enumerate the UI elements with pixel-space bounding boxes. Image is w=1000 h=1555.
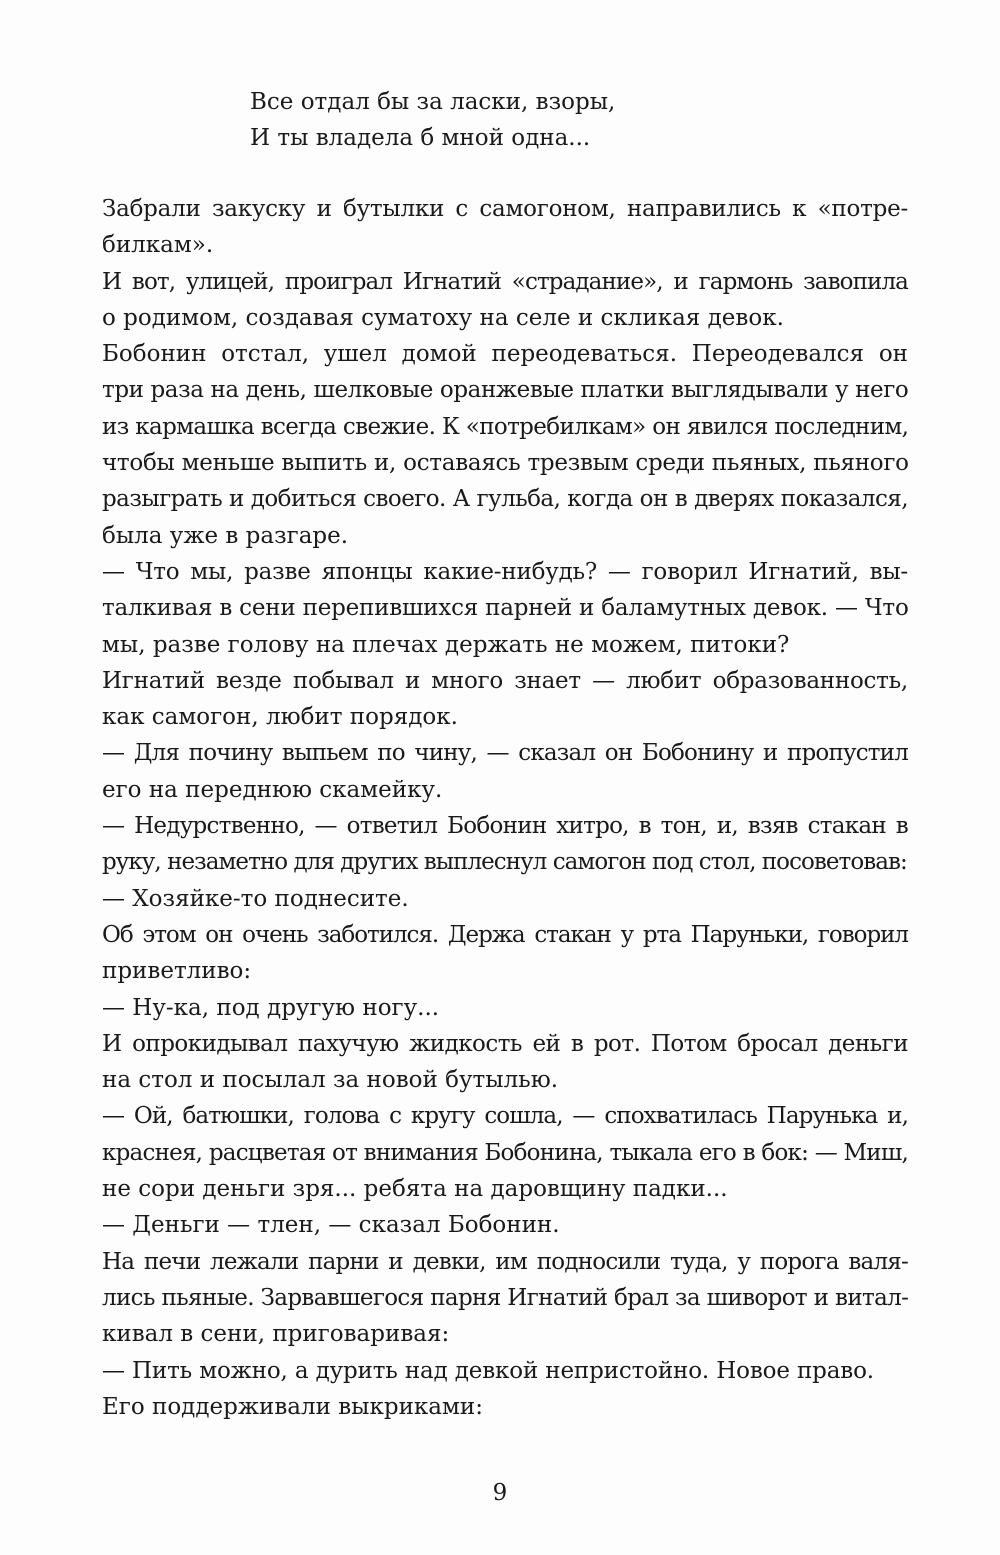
text-line: — Для почину выпьем по чину, — сказал он Бобонину и пропустил [102,740,908,767]
paragraph [68,554,908,663]
text-line: Его поддерживали выкриками: [102,1393,483,1420]
text-line: талкивая в сени перепившихся парней и баламутных девок. — Что [102,595,909,622]
paragraph [68,663,908,736]
paragraph [68,990,908,1026]
text-line: — Пить можно, а дурить над девкой непристойно. Новое право. [102,1357,874,1384]
page-number: 9 [492,1480,508,1506]
text-line: И опрокидывал пахучую жидкость ей в рот. Потом бросал деньги [102,1030,908,1057]
text-line: кивал в сени, приговаривая: [102,1321,450,1348]
text-line: его на переднюю скамейку. [102,776,443,803]
verse-line: Все отдал бы за ласки, взоры, [250,89,616,115]
paragraph [68,881,908,917]
text-line: Бобонин отстал, ушел домой переодеваться. Переодевался он [102,341,908,368]
paragraph [68,1026,908,1099]
text-line: — Ну-ка, под другую ногу... [102,994,440,1021]
paragraph [68,1244,908,1353]
text-line: — Хозяйке-то поднесите. [102,885,409,912]
text-line: На печи лежали парни и девки, им подносили туда, у порога валя- [102,1248,908,1275]
paragraph [68,1389,908,1425]
text-line: не сори деньги зря... ребята на даровщину падки... [102,1176,728,1203]
text-line: И вот, улицей, проиграл Игнатий «страдание», и гармонь завопила [102,268,908,295]
text-line: из кармашка всегда свежие. К «потребилкам» он явился последним, [102,413,909,440]
paragraph [68,917,908,990]
text-line: — Недурственно, — ответил Бобонин хитро, в тон, и, взяв стакан в [102,813,908,840]
paragraph [68,808,908,881]
text-line: приветливо: [102,958,252,985]
paragraph [68,264,908,337]
text-line: Игнатий везде побывал и много знает — любит образованность, [102,667,908,694]
text-line: — Ой, батюшки, голова с кругу сошла, — спохватилась Парунька и, [102,1103,908,1130]
paragraph [68,735,908,808]
text-line: на стол и посылал за новой бутылью. [102,1067,559,1094]
text-line: руку, незаметно для других выплеснул самогон под стол, посоветовав: [102,849,907,876]
text-line: билкам». [102,232,214,259]
text-line: мы, разве голову на плечах держать не можем, питоки? [102,631,790,658]
text-line: — Что мы, разве японцы какие-нибудь? — говорил Игнатий, вы- [102,558,908,585]
text-line: о родимом, создавая суматоху на селе и скликая девок. [102,304,784,331]
text-line: как самогон, любит порядок. [102,704,458,731]
text-line: чтобы меньше выпить и, оставаясь трезвым среди пьяных, пьяного [102,450,909,477]
text-line: Забрали закуску и бутылки с самогоном, направились к «потре- [102,196,908,222]
text-line: — Деньги — тлен, — сказал Бобонин. [102,1212,560,1239]
verse-block [250,84,850,156]
text-line: разыграть и добиться своего. А гульба, когда он в дверях показался, [102,486,908,513]
text-line: Об этом он очень заботился. Держа стакан у рта Паруньки, говорил [102,921,908,948]
paragraph [68,1207,908,1243]
paragraph [68,191,908,264]
paragraph [68,1098,908,1207]
text-line: была уже в разгаре. [102,522,349,549]
text-line: краснея, расцветая от внимания Бобонина, тыкала его в бок: — Миш, [102,1139,908,1166]
paragraph [68,1353,908,1389]
text-line: три раза на день, шелковые оранжевые платки выглядывали у него [102,377,909,404]
verse-line: И ты владела б мной одна... [250,125,591,151]
paragraph [68,336,908,554]
text-line: лись пьяные. Зарвавшегося парня Игнатий брал за шиворот и витал- [102,1284,909,1311]
prose-body [68,191,908,1425]
